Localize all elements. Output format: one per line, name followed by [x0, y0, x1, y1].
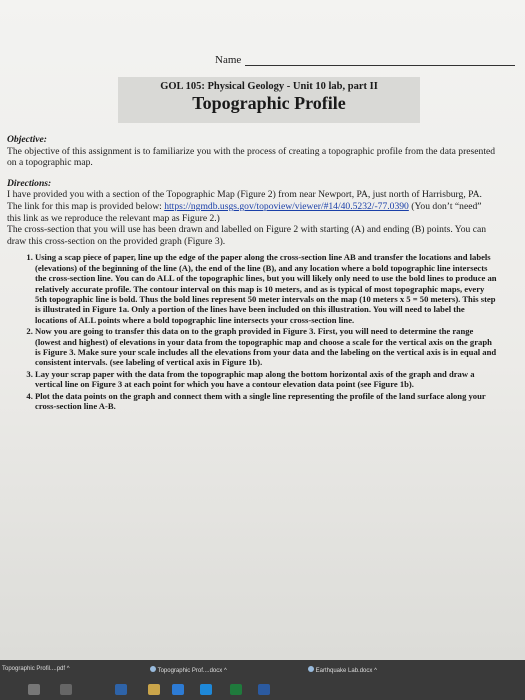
store-icon[interactable]	[200, 684, 212, 695]
taskbar-icons	[0, 682, 525, 698]
page-title: Topographic Profile	[192, 93, 346, 113]
name-blank-line	[245, 55, 515, 66]
directions-paragraph-1	[7, 189, 497, 224]
word-doc-icon	[308, 666, 314, 672]
task-view-icon[interactable]	[60, 684, 72, 695]
chevron-up-icon: ^	[374, 668, 377, 674]
step-item: 3. Lay your scrap paper with the data from the topographic map along the bottom horizontal axis of the graph and draw a vertical line on Figure 3 at each point for which you have a contour elevation data point (see Figure 1b).	[35, 369, 497, 390]
chevron-up-icon: ^	[66, 666, 70, 672]
chevron-up-icon: ^	[223, 668, 227, 674]
taskbar	[0, 660, 525, 700]
course-title: GOL 105: Physical Geology - Unit 10 lab, part II	[160, 81, 378, 92]
objective-heading: Objective:	[7, 134, 47, 145]
map-link[interactable]: https://ngmdb.usgs.gov/topoview/viewer/#14/40.5232/-77.0390	[164, 200, 409, 212]
directions-text-before-link: I have provided you with a section of the Topographic Map (Figure 2) from near Newport, PA, just north of Harrisburg, PA. The link for this map is provided below:	[7, 189, 482, 212]
excel-icon[interactable]	[230, 684, 242, 695]
word-doc-icon	[150, 666, 156, 672]
directions-paragraph-2: The cross-section that you will use has been drawn and labelled on Figure 2 with starting (A) and ending (B) points. You can draw this cross-section on the provided graph (Figure 3).	[7, 224, 487, 247]
step-item: 4. Plot the data points on the graph and connect them with a single line representing the profile of the land surface along your cross-section line A-B.	[35, 391, 497, 412]
step-item: 2. Now you are going to transfer this data on to the graph provided in Figure 3. First, you will need to determine the range (lowest and highest) of elevations in your data from the topographic map and choose a scale for the vertical axis on the graph is Figure 3. Make sure your scale includes all the elevations from your data and the labeling on the vertical axis is in equal and consistent intervals. (see labeling of vertical axis in Figure 1b).	[35, 326, 497, 368]
download-file-1[interactable]: Topographic Profil....pdf ^	[2, 666, 70, 672]
internet-explorer-icon[interactable]	[172, 684, 184, 695]
name-label: Name	[215, 54, 242, 66]
step-item: 1. Using a scap piece of paper, line up the edge of the paper along the cross-section line AB and transfer the locations and labels (elevations) of the beginning of the line (A), the end of the line (B), and any location where a bold topographic line intersects the cross-section line. You can do ALL of the topographic lines, but you will likely only need to use the bold lines to produce an relatively accurate profile. The contour interval on this map is 10 meters, and as is typical of most topographic maps, every 5th topographic line is bold. Thus the bold lines represent 50 meter intervals on the map (10 meters x 5 = 50 meters). This step is illustrated in Figure 1a. Only a portion of the lines have been included on this illustration. You will need to label the locations of ALL points where a bold topographic line intersects your cross-section line.	[35, 252, 497, 325]
name-field	[215, 54, 515, 66]
edge-browser-icon[interactable]	[115, 684, 127, 695]
directions-heading: Directions:	[7, 177, 52, 189]
document-body	[7, 134, 497, 412]
download-file-2[interactable]: Topographic Prof....docx ^	[150, 666, 227, 674]
word-icon[interactable]	[258, 684, 270, 695]
title-header	[118, 77, 420, 123]
directions-text-after-link: (You don’t “need” this link as we reproduce the relevant map as Figure 2.)	[7, 200, 482, 224]
download-file-3[interactable]: Earthquake Lab.docx ^	[308, 666, 377, 674]
objective-text: The objective of this assignment is to familiarize you with the process of creating a topographic profile from the data presented on a topographic map.	[7, 145, 496, 169]
search-icon[interactable]	[28, 684, 40, 695]
steps-list	[7, 252, 497, 411]
file-explorer-icon[interactable]	[148, 684, 160, 695]
